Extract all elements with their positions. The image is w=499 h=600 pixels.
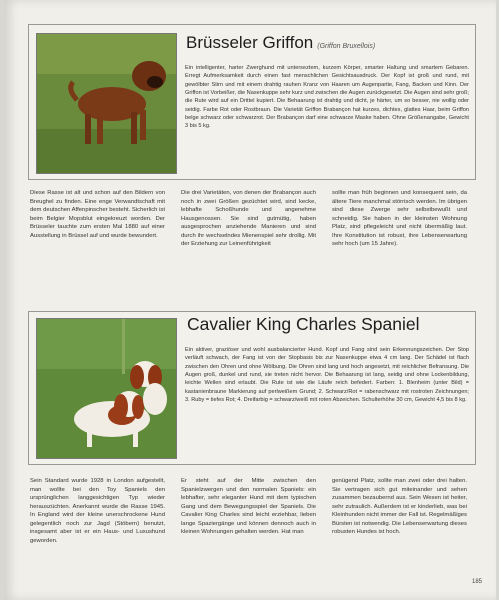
griffon-photo [36, 33, 177, 174]
griffon-title [186, 33, 375, 53]
griffon-column-2: Die drei Varietäten, von denen der Brabançon auch noch in zwei Größen gezüchtet wird, sind kecke, lebhafte Schoßhunde und angenehme Hausgenossen. Sie sind gutmütig, haben ausgesprochen anziehende Manieren und sind durch ihr wechselndes Mienenspiel sehr drollig. Mit der Erziehung zur Leinenführigkeit [181, 190, 316, 247]
griffon-dog-image [37, 34, 176, 173]
page-number: 185 [471, 579, 482, 585]
griffon-column-1: Diese Rasse ist alt und schon auf den Bildern von Breughel zu finden. Eine enge Verwandtschaft mit dem deutschen Affenpinscher besteht. Sicherlich ist beim Belgier Mopsblut eingekreuzt worden. Der Brüsseler tauchte zum ersten Mal 1880 auf einer Ausstellung in Brüssel auf und wurde bewundert. [30, 190, 165, 239]
cavalier-column-2: Er steht auf der Mitte zwischen den Spanielzwergen und den normalen Spaniels: ein lebhafter, sehr eleganter Hund mit dem typischen Gang und dem Bewegungsspiel der Spaniels. Die Cavalier King Charles sind leicht erziehbar, lieben lange Spaziergänge und können dennoch auch in kleinen Wohnungen gehalten werden. Hat man [181, 478, 316, 535]
cavalier-title: Cavalier King Charles Spaniel [187, 314, 420, 334]
griffon-column-3: sollte man früh beginnen und konsequent sein, da ältere Tiere manchmal störrisch werden. Im übrigen sind diese Zwerge sehr selbstbewußt und schneidig. Sie haben in der kleinsten Wohnung Platz, sind pflegeleicht und nicht übermäßig laut. Ihre Konstitution ist robust, ihre Lebenserwartung sehr hoch (um 15 Jahre). [332, 190, 467, 247]
cavalier-column-3: genügend Platz, sollte man zwei oder drei halten. Sie vertragen sich gut miteinander und sehen zusammen bezaubernd aus. Sein Wesen ist heiter, sehr zutraulich. Außerdem ist er kinderlieb, was bei Kleinhunden nicht immer der Fall ist. Regelmäßiges Bürsten ist notwendig. Die Lebenserwartung dieses robusten Hundes ist hoch. [332, 478, 467, 535]
cavalier-column-1: Sein Standard wurde 1928 in London aufgestellt, man wollte bei den Toy Spaniels den ursprünglichen langgesichtigen Typ wieder herauszüchten. Anerkannt wurde die Rasse 1945. In England wird der kleine unerschrockene Hund gelegentlich noch zur Jagd (Stöbern) benutzt, insgesamt aber ist er ein Haus- und Luxushund geworden. [30, 478, 165, 544]
book-page [4, 0, 496, 600]
griffon-intro: Ein intelligenter, harter Zwerghund mit unterseztem, kurzem Körper, smarter Haltung und smartem Gebaren. Erregt Aufmerksamkeit durch einen fast menschlichen Gesichtsausdruck. Der Kopf ist groß und rund, mit gewölbter Stirn und mit einem drahtig rauhen Kranz von Haaren um Augenpartie, Fang, Backen und Kinn. Der Griffon ist Vorbeißer, die Nasenkuppe sehr kurz und zwischen die Augen zurückgesetzt. Die Augen sind sehr groß; die Rute wird auf ein Drittel kupiert. Die Behaarung ist drahtig und dicht, je härter, um so besser, nie wollig oder seidig. Farbe Rot oder Rostbraun. Die Varietät Griffon Brabançon hat kurzes, dichtes, glattes Haar, beim Griffon belge schwarz oder schwarzrot. Der Brabançon darf eine schwarze Maske haben. Ohne Größenangabe, Gewicht 3 bis 5 kg. [185, 65, 469, 130]
cavalier-photo [36, 318, 177, 459]
cavalier-dogs-image [37, 319, 176, 458]
griffon-title-text: Brüsseler Griffon [186, 33, 314, 52]
cavalier-intro: Ein aktiver, graziöser und wohl ausbalancierter Hund. Kopf und Fang sind sein Erkennungszeichen. Der Stop verläuft schwach, der Fang ist von der Stopbasis bis zur Nasenkuppe etwa 4 cm lang. Der Schädel ist flach zwischen den Ohren und ohne Wölbung. Die Ohren sind lang und hoch angesetzt, mit reichlicher Befransung. Die Augen groß, dunkel und rund, sie treten nicht hervor. Die Behaarung ist lang, seidig und ohne Lockenbildung, leichte Wellen sind erlaubt. Die Rute ist wie die Läufe reich befedert. Farben: 1. Blenheim (unter Bild) = kastanienbraune Markierung auf perlweißem Grund; 2. Schwarz/Rot = rabenschwarz mit rostroten Zeichnungen; 3. Ruby = tiefes Rot; 4. Dreifarbig = schwarz/weiß mit roten Abzeichen. Schulterhöhe 30 cm, Gewicht 4,5 bis 8 kg. [185, 347, 469, 404]
griffon-latin-name: (Griffon Bruxellois) [317, 43, 376, 50]
